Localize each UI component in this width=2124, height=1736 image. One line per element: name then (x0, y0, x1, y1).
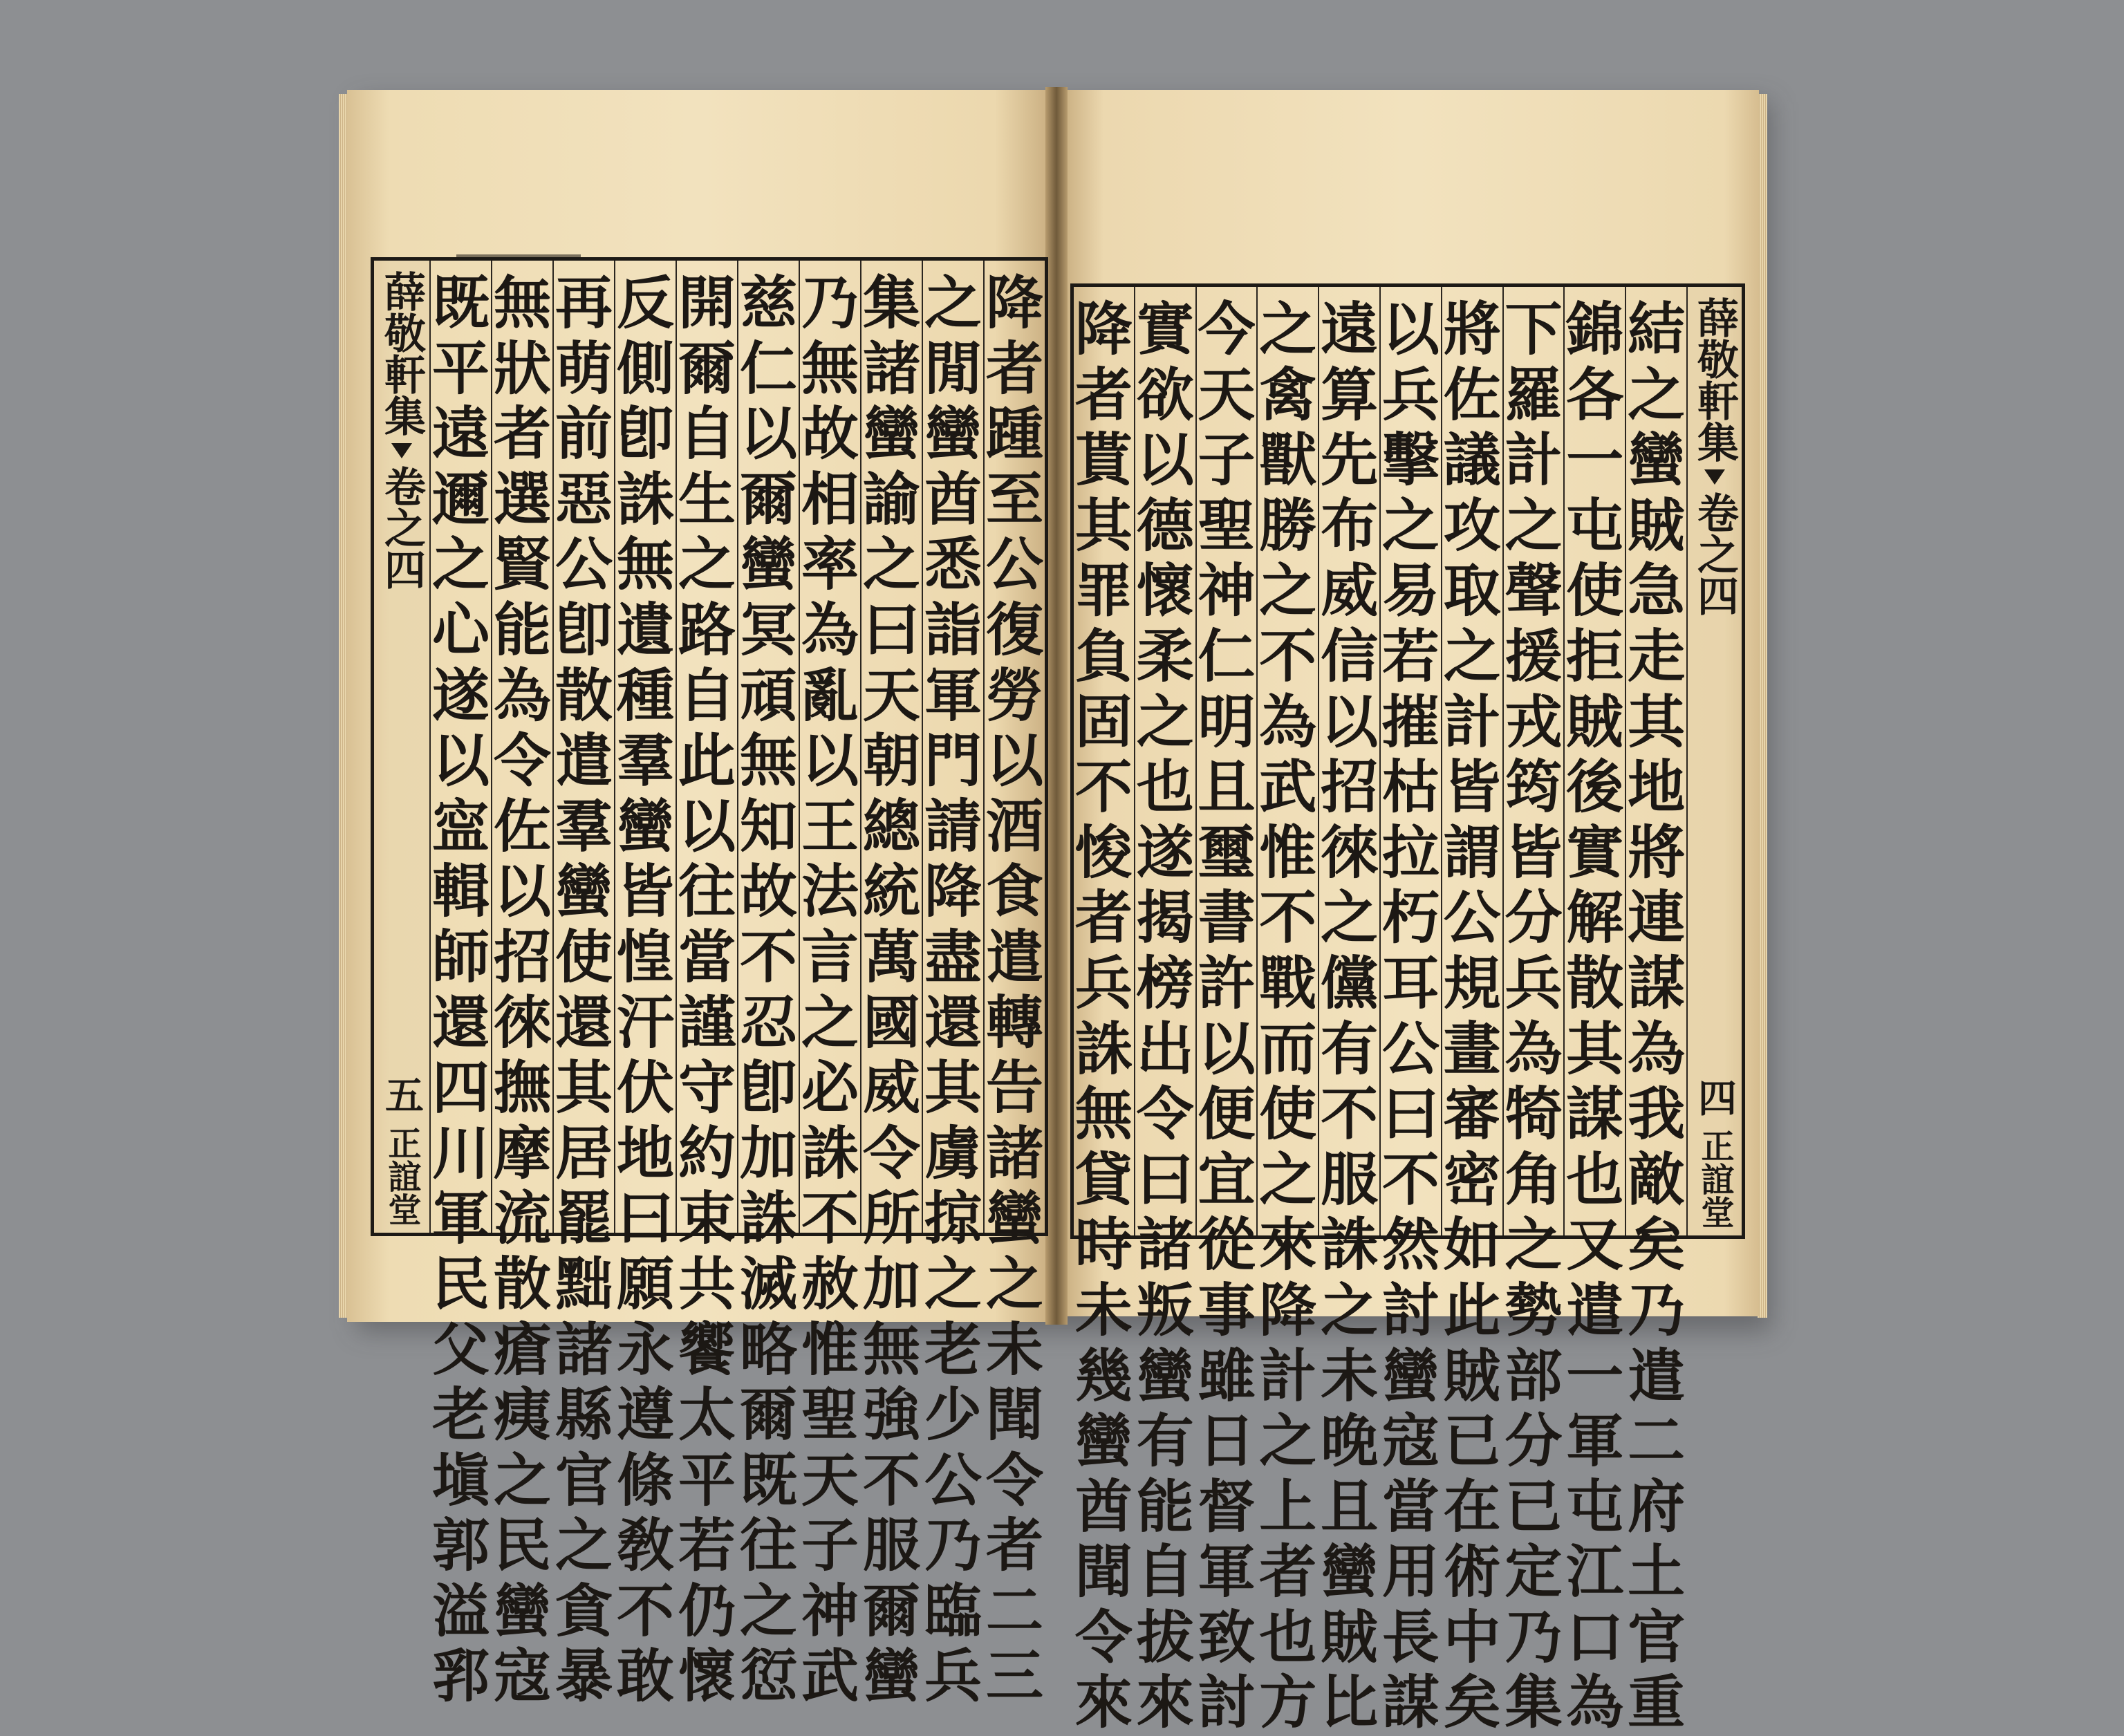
left_page-text-column: 再 萌 前 惡 公 卽 散 遣 羣 蠻 使 還 其 居 罷 黜 諸 縣 官 之 貪 暴 (552, 261, 614, 1233)
left_page-margin_bottom: 五 (379, 1075, 425, 1114)
right_page-text-column: 之 禽 獸 勝 之 不 為 武 惟 不 戰 而 使 之 來 降 計 之 上 者 也 方 (1256, 287, 1318, 1235)
left_page-text-column: 乃 無 故 相 率 為 亂 以 王 法 言 之 必 誅 不 赦 惟 聖 天 子 神 武 (799, 261, 860, 1233)
right_page-text-column: 降 者 貰 其 罪 負 固 不 悛 者 兵 誅 無 貸 時 未 幾 蠻 酋 聞 令 來 (1074, 295, 1133, 1736)
left_page-margin_mid: 卷之四 (378, 465, 426, 590)
right_page-text-column: 結 之 蠻 賊 急 走 其 地 將 連 謀 為 我 敵 矣 乃 遣 二 府 土 官 重 (1625, 287, 1686, 1235)
right_page-text-column: 以 兵 擊 之 易 若 摧 枯 拉 朽 耳 公 曰 不 然 討 蠻 寇 當 用 長 謀 (1379, 287, 1441, 1235)
left-text-frame (371, 257, 1048, 1710)
right_page-text-column: 今 天 子 聖 神 仁 明 且 璽 書 許 以 便 宜 從 事 雖 日 督 軍 致 討 (1195, 287, 1257, 1235)
right_page-block-margin (1686, 287, 1742, 1235)
left_page-margin_top: 薛敬軒集 (378, 270, 426, 436)
left-page-top-trace (456, 239, 581, 257)
right_page-text-column: 下 羅 計 之 聲 援 戎 筠 皆 分 兵 為 犄 角 之 勢 部 分 已 定 乃 集 (1502, 287, 1564, 1235)
right_page-text-column: 遠 算 先 布 威 信 以 招 徠 之 儻 有 不 服 誅 之 未 晚 且 蠻 賊 比 (1318, 287, 1379, 1235)
left_page-text-column: 無 狀 者 選 賢 能 為 令 佐 以 招 徠 撫 摩 流 散 瘡 痍 之 民 蠻 寇 (491, 261, 552, 1233)
book-spine (1045, 87, 1068, 1325)
right_page-margin_mid: 卷之四 (1690, 492, 1739, 616)
right_page-text-column: 錦 各 一 屯 使 拒 賊 後 實 解 散 其 謀 也 又 遣 一 軍 屯 江 口 為 (1563, 287, 1625, 1235)
left_page-margin_press: 正誼堂 (382, 1126, 421, 1226)
left_page-text-column: 反 側 卽 誅 無 遺 種 羣 蠻 皆 惶 汗 伏 地 曰 願 永 遵 條 敎 不 敢 (614, 261, 676, 1233)
right_page-margin_press: 正誼堂 (1695, 1129, 1734, 1229)
left_page-text-column: 集 諸 蠻 諭 之 曰 天 朝 總 統 萬 國 威 令 所 加 無 強 不 服 爾 蠻 (860, 261, 922, 1233)
left_page-text-column: 之 閒 蠻 酋 悉 詣 軍 門 請 降 盡 還 其 虜 掠 之 老 少 公 乃 臨 兵 (922, 261, 983, 1233)
right_page-margin_top: 薛敬軒集 (1690, 297, 1739, 463)
right_page-text-column: 實 欲 以 德 懷 柔 之 也 遂 揭 榜 出 令 曰 諸 叛 蠻 有 能 自 拔 來 (1134, 287, 1195, 1235)
left_page-text-column: 開 爾 自 生 之 路 自 此 以 往 當 謹 守 約 束 共 饗 太 平 若 仍 懷 (676, 261, 737, 1233)
fish-tail-icon (1704, 469, 1725, 485)
right-text-frame (1070, 283, 1745, 1736)
left_page-text-column: 降 者 踵 至 公 復 勞 以 酒 食 遣 轉 告 諸 蠻 之 未 聞 令 者 二 三 (983, 261, 1045, 1233)
left_page-block-margin (374, 261, 429, 1233)
right_page-text-column: 將 佐 議 攻 取 之 計 皆 謂 公 規 畫 審 密 如 此 賊 已 在 術 中 矣 (1441, 287, 1502, 1235)
left_page-text-column: 既 平 遠 邇 之 心 遂 以 寍 輯 師 還 四 川 軍 民 父 老 塡 郭 溢 郛 (429, 261, 491, 1233)
page-edge-right (1758, 94, 1767, 1318)
right_page-margin_bottom: 四 (1691, 1078, 1738, 1117)
fish-tail-icon (391, 443, 412, 458)
left_page-text-column: 慈 仁 以 爾 蠻 冥 頑 無 知 故 不 忍 卽 加 誅 滅 略 爾 既 往 之 愆 (737, 261, 799, 1233)
